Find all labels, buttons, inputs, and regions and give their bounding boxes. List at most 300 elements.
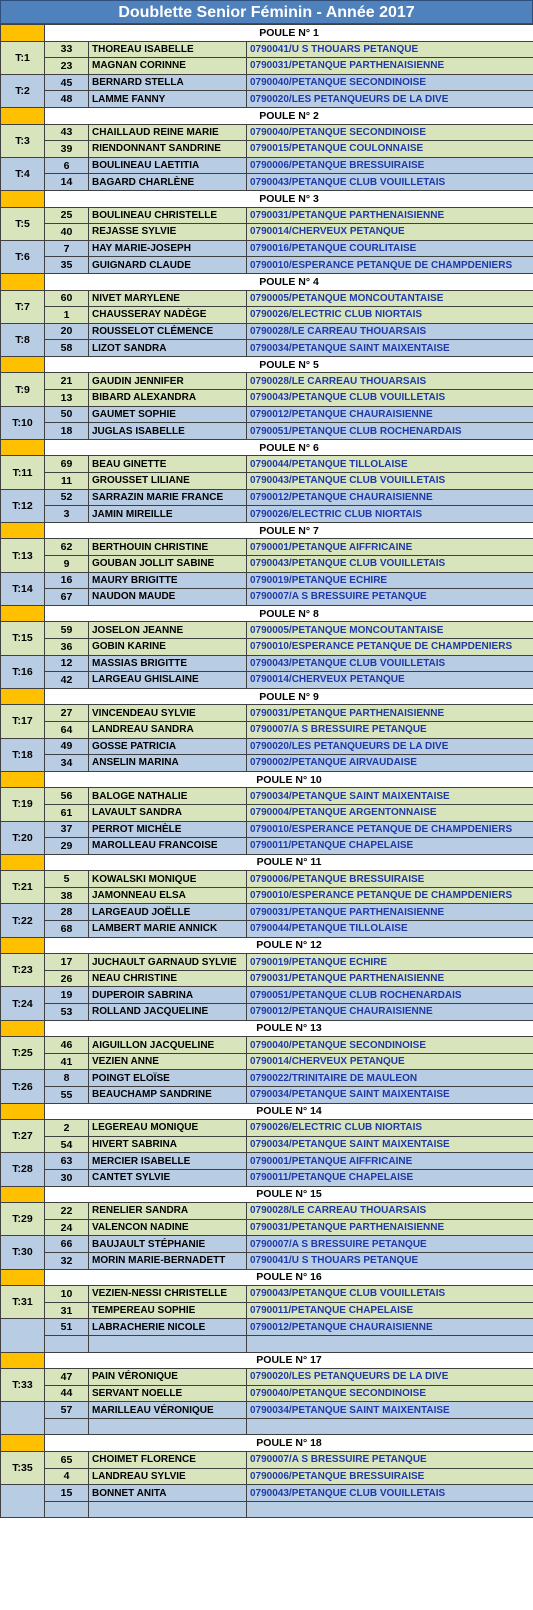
player-name-cell[interactable]: HIVERT SABRINA <box>89 1136 247 1153</box>
player-name-cell[interactable]: NEAU CHRISTINE <box>89 970 247 987</box>
player-name-cell[interactable]: HAY MARIE-JOSEPH <box>89 240 247 257</box>
club-cell[interactable]: 0790012/PETANQUE CHAURAISIENNE <box>247 406 533 423</box>
club-cell[interactable]: 0790031/PETANQUE PARTHENAISIENNE <box>247 705 533 722</box>
team-cell[interactable]: T:15 <box>1 622 45 655</box>
poule-title-cell[interactable]: POULE N° 17 <box>45 1352 533 1369</box>
club-cell[interactable]: 0790014/CHERVEUX PETANQUE <box>247 672 533 689</box>
player-number-cell[interactable]: 3 <box>45 506 89 523</box>
player-name-cell[interactable]: CHOIMET FLORENCE <box>89 1452 247 1469</box>
poule-title-cell[interactable]: POULE N° 6 <box>45 439 533 456</box>
player-name-cell[interactable]: JOSELON JEANNE <box>89 622 247 639</box>
club-cell[interactable]: 0790044/PETANQUE TILLOLAISE <box>247 456 533 473</box>
player-name-cell[interactable]: MAROLLEAU FRANCOISE <box>89 838 247 855</box>
player-name-cell[interactable]: LABRACHERIE NICOLE <box>89 1319 247 1336</box>
player-number-cell[interactable]: 55 <box>45 1087 89 1104</box>
player-number-cell[interactable]: 48 <box>45 91 89 108</box>
player-row <box>1 1252 533 1269</box>
club-cell[interactable]: 0790040/PETANQUE SECONDINOISE <box>247 1385 533 1402</box>
player-number-cell[interactable]: 34 <box>45 755 89 772</box>
poule-marker-cell[interactable] <box>1 1352 45 1369</box>
player-number-cell[interactable]: 9 <box>45 556 89 573</box>
player-number-cell[interactable]: 30 <box>45 1169 89 1186</box>
club-cell[interactable]: 0790026/ELECTRIC CLUB NIORTAIS <box>247 1120 533 1137</box>
poule-marker-cell[interactable] <box>1 854 45 871</box>
player-number-cell[interactable]: 41 <box>45 1053 89 1070</box>
team-cell[interactable]: T:4 <box>1 157 45 190</box>
player-number-cell[interactable] <box>45 1335 89 1352</box>
team-cell[interactable]: T:20 <box>1 821 45 854</box>
team-cell[interactable]: T:25 <box>1 1037 45 1070</box>
player-name-cell[interactable] <box>89 1501 247 1518</box>
player-name-cell[interactable]: ROLLAND JACQUELINE <box>89 1004 247 1021</box>
player-number-cell[interactable]: 5 <box>45 871 89 888</box>
player-number-cell[interactable]: 64 <box>45 721 89 738</box>
poule-title-cell[interactable]: POULE N° 14 <box>45 1103 533 1120</box>
poule-marker-cell[interactable] <box>1 771 45 788</box>
club-cell[interactable]: 0790006/PETANQUE BRESSUIRAISE <box>247 157 533 174</box>
club-cell[interactable]: 0790026/ELECTRIC CLUB NIORTAIS <box>247 307 533 324</box>
club-cell[interactable]: 0790016/PETANQUE COURLITAISE <box>247 240 533 257</box>
poule-marker-cell[interactable] <box>1 273 45 290</box>
poule-marker-cell[interactable] <box>1 1269 45 1286</box>
player-number-cell[interactable]: 15 <box>45 1485 89 1502</box>
player-number-cell[interactable]: 40 <box>45 224 89 241</box>
poule-header-row <box>1 1269 533 1286</box>
poule-marker-cell[interactable] <box>1 1103 45 1120</box>
poule-marker-cell[interactable] <box>1 439 45 456</box>
player-name-cell[interactable]: THOREAU ISABELLE <box>89 41 247 58</box>
club-cell[interactable]: 0790007/A S BRESSUIRE PETANQUE <box>247 1452 533 1469</box>
player-number-cell[interactable]: 1 <box>45 307 89 324</box>
poule-marker-cell[interactable] <box>1 1435 45 1452</box>
player-number-cell[interactable]: 53 <box>45 1004 89 1021</box>
club-cell[interactable]: 0790031/PETANQUE PARTHENAISIENNE <box>247 904 533 921</box>
club-cell[interactable]: 0790031/PETANQUE PARTHENAISIENNE <box>247 1219 533 1236</box>
player-number-cell[interactable]: 54 <box>45 1136 89 1153</box>
club-cell[interactable]: 0790040/PETANQUE SECONDINOISE <box>247 124 533 141</box>
player-name-cell[interactable]: BERTHOUIN CHRISTINE <box>89 539 247 556</box>
poule-title-cell[interactable]: POULE N° 15 <box>45 1186 533 1203</box>
player-name-cell[interactable]: REJASSE SYLVIE <box>89 224 247 241</box>
player-name-cell[interactable]: TEMPEREAU SOPHIE <box>89 1302 247 1319</box>
player-name-cell[interactable]: JAMONNEAU ELSA <box>89 887 247 904</box>
poule-marker-cell[interactable] <box>1 1020 45 1037</box>
player-name-cell[interactable]: MAGNAN CORINNE <box>89 58 247 75</box>
player-number-cell[interactable]: 63 <box>45 1153 89 1170</box>
player-name-cell[interactable]: LARGEAU GHISLAINE <box>89 672 247 689</box>
player-number-cell[interactable]: 56 <box>45 788 89 805</box>
club-cell[interactable]: 0790005/PETANQUE MONCOUTANTAISE <box>247 622 533 639</box>
club-cell[interactable]: 0790043/PETANQUE CLUB VOUILLETAIS <box>247 390 533 407</box>
player-number-cell[interactable]: 58 <box>45 340 89 357</box>
team-cell[interactable]: T:2 <box>1 74 45 107</box>
player-number-cell[interactable]: 20 <box>45 323 89 340</box>
player-name-cell[interactable]: CHAUSSERAY NADÈGE <box>89 307 247 324</box>
club-cell[interactable]: 0790028/LE CARREAU THOUARSAIS <box>247 1203 533 1220</box>
poule-marker-cell[interactable] <box>1 356 45 373</box>
club-cell[interactable] <box>247 1501 533 1518</box>
poule-header-row <box>1 1103 533 1120</box>
player-number-cell[interactable]: 61 <box>45 804 89 821</box>
player-number-cell[interactable]: 47 <box>45 1369 89 1386</box>
poule-title-cell[interactable]: POULE N° 11 <box>45 854 533 871</box>
team-cell[interactable]: T:27 <box>1 1120 45 1153</box>
club-cell[interactable]: 0790020/LES PETANQUEURS DE LA DIVE <box>247 91 533 108</box>
player-number-cell[interactable]: 32 <box>45 1252 89 1269</box>
player-name-cell[interactable]: ROUSSELOT CLÉMENCE <box>89 323 247 340</box>
club-cell[interactable]: 0790020/LES PETANQUEURS DE LA DIVE <box>247 1369 533 1386</box>
player-name-cell[interactable]: ANSELIN MARINA <box>89 755 247 772</box>
player-number-cell[interactable]: 6 <box>45 157 89 174</box>
player-name-cell[interactable]: CANTET SYLVIE <box>89 1169 247 1186</box>
player-number-cell[interactable]: 22 <box>45 1203 89 1220</box>
club-cell[interactable]: 0790020/LES PETANQUEURS DE LA DIVE <box>247 738 533 755</box>
team-cell[interactable]: T:17 <box>1 705 45 738</box>
player-name-cell[interactable]: SARRAZIN MARIE FRANCE <box>89 489 247 506</box>
player-number-cell[interactable]: 42 <box>45 672 89 689</box>
club-cell[interactable]: 0790040/PETANQUE SECONDINOISE <box>247 74 533 91</box>
player-number-cell[interactable]: 60 <box>45 290 89 307</box>
player-number-cell[interactable]: 26 <box>45 970 89 987</box>
player-name-cell[interactable]: BALOGE NATHALIE <box>89 788 247 805</box>
club-cell[interactable]: 0790028/LE CARREAU THOUARSAIS <box>247 323 533 340</box>
club-cell[interactable]: 0790034/PETANQUE SAINT MAIXENTAISE <box>247 1136 533 1153</box>
team-cell[interactable]: T:30 <box>1 1236 45 1269</box>
player-name-cell[interactable]: LAVAULT SANDRA <box>89 804 247 821</box>
poule-title-cell[interactable]: POULE N° 18 <box>45 1435 533 1452</box>
player-row <box>1 539 533 556</box>
club-cell[interactable]: 0790034/PETANQUE SAINT MAIXENTAISE <box>247 340 533 357</box>
team-cell[interactable]: T:35 <box>1 1452 45 1485</box>
player-name-cell[interactable]: BERNARD STELLA <box>89 74 247 91</box>
poule-title-cell[interactable]: POULE N° 9 <box>45 688 533 705</box>
player-number-cell[interactable]: 27 <box>45 705 89 722</box>
player-name-cell[interactable]: MASSIAS BRIGITTE <box>89 655 247 672</box>
poule-marker-cell[interactable] <box>1 605 45 622</box>
player-name-cell[interactable]: LANDREAU SANDRA <box>89 721 247 738</box>
poule-marker-cell[interactable] <box>1 688 45 705</box>
club-cell[interactable]: 0790007/A S BRESSUIRE PETANQUE <box>247 721 533 738</box>
club-cell[interactable]: 0790001/PETANQUE AIFFRICAINE <box>247 539 533 556</box>
player-name-cell[interactable]: GOUBAN JOLLIT SABINE <box>89 556 247 573</box>
poule-marker-cell[interactable] <box>1 107 45 124</box>
player-number-cell[interactable]: 35 <box>45 257 89 274</box>
club-cell[interactable]: 0790014/CHERVEUX PETANQUE <box>247 1053 533 1070</box>
club-cell[interactable]: 0790012/PETANQUE CHAURAISIENNE <box>247 1004 533 1021</box>
player-name-cell[interactable]: PAIN VÉRONIQUE <box>89 1369 247 1386</box>
poule-marker-cell[interactable] <box>1 190 45 207</box>
club-cell[interactable]: 0790043/PETANQUE CLUB VOUILLETAIS <box>247 556 533 573</box>
club-cell[interactable]: 0790019/PETANQUE ECHIRE <box>247 572 533 589</box>
player-name-cell[interactable]: AIGUILLON JACQUELINE <box>89 1037 247 1054</box>
player-name-cell[interactable]: VALENCON NADINE <box>89 1219 247 1236</box>
player-number-cell[interactable]: 38 <box>45 887 89 904</box>
player-name-cell[interactable]: VINCENDEAU SYLVIE <box>89 705 247 722</box>
player-number-cell[interactable]: 25 <box>45 207 89 224</box>
club-cell[interactable]: 0790010/ESPERANCE PETANQUE DE CHAMPDENIERS <box>247 887 533 904</box>
player-number-cell[interactable]: 62 <box>45 539 89 556</box>
poule-marker-cell[interactable] <box>1 1186 45 1203</box>
player-row <box>1 755 533 772</box>
player-number-cell[interactable]: 17 <box>45 954 89 971</box>
player-name-cell[interactable]: VEZIEN ANNE <box>89 1053 247 1070</box>
player-name-cell[interactable] <box>89 1335 247 1352</box>
club-cell[interactable]: 0790041/U S THOUARS PETANQUE <box>247 41 533 58</box>
player-number-cell[interactable]: 49 <box>45 738 89 755</box>
poule-title-cell[interactable]: POULE N° 13 <box>45 1020 533 1037</box>
player-name-cell[interactable]: CHAILLAUD REINE MARIE <box>89 124 247 141</box>
player-name-cell[interactable]: RIENDONNANT SANDRINE <box>89 141 247 158</box>
player-name-cell[interactable]: LAMBERT MARIE ANNICK <box>89 921 247 938</box>
player-name-cell[interactable]: RENELIER SANDRA <box>89 1203 247 1220</box>
player-number-cell[interactable] <box>45 1418 89 1435</box>
team-cell[interactable]: T:6 <box>1 240 45 273</box>
poule-table <box>0 24 533 1518</box>
club-cell[interactable]: 0790044/PETANQUE TILLOLAISE <box>247 921 533 938</box>
poule-title-cell[interactable]: POULE N° 7 <box>45 522 533 539</box>
player-name-cell[interactable]: GAUDIN JENNIFER <box>89 373 247 390</box>
poule-marker-cell[interactable] <box>1 25 45 42</box>
club-cell[interactable]: 0790002/PETANQUE AIRVAUDAISE <box>247 755 533 772</box>
club-cell[interactable]: 0790006/PETANQUE BRESSUIRAISE <box>247 1468 533 1485</box>
poule-title-cell[interactable]: POULE N° 12 <box>45 937 533 954</box>
club-cell[interactable]: 0790010/ESPERANCE PETANQUE DE CHAMPDENIERS <box>247 821 533 838</box>
team-cell[interactable]: T:33 <box>1 1369 45 1402</box>
player-number-cell[interactable]: 24 <box>45 1219 89 1236</box>
player-number-cell[interactable]: 39 <box>45 141 89 158</box>
team-cell[interactable]: T:19 <box>1 788 45 821</box>
club-cell[interactable]: 0790034/PETANQUE SAINT MAIXENTAISE <box>247 1087 533 1104</box>
team-cell[interactable]: T:11 <box>1 456 45 489</box>
poule-title-cell[interactable]: POULE N° 3 <box>45 190 533 207</box>
player-name-cell[interactable]: JUCHAULT GARNAUD SYLVIE <box>89 954 247 971</box>
player-number-cell[interactable]: 65 <box>45 1452 89 1469</box>
poule-marker-cell[interactable] <box>1 937 45 954</box>
player-name-cell[interactable]: LAMME FANNY <box>89 91 247 108</box>
player-row <box>1 406 533 423</box>
club-cell[interactable]: 0790034/PETANQUE SAINT MAIXENTAISE <box>247 1402 533 1419</box>
club-cell[interactable]: 0790051/PETANQUE CLUB ROCHENARDAIS <box>247 987 533 1004</box>
poule-title-cell[interactable]: POULE N° 16 <box>45 1269 533 1286</box>
player-number-cell[interactable]: 50 <box>45 406 89 423</box>
poule-title-cell[interactable]: POULE N° 10 <box>45 771 533 788</box>
club-cell[interactable]: 0790012/PETANQUE CHAURAISIENNE <box>247 489 533 506</box>
player-name-cell[interactable]: DUPEROIR SABRINA <box>89 987 247 1004</box>
player-name-cell[interactable]: MORIN MARIE-BERNADETT <box>89 1252 247 1269</box>
poule-header-row <box>1 107 533 124</box>
poule-title-cell[interactable]: POULE N° 8 <box>45 605 533 622</box>
player-number-cell[interactable]: 29 <box>45 838 89 855</box>
team-cell[interactable]: T:29 <box>1 1203 45 1236</box>
team-cell[interactable]: T:18 <box>1 738 45 771</box>
club-cell[interactable]: 0790041/U S THOUARS PETANQUE <box>247 1252 533 1269</box>
club-cell[interactable]: 0790004/PETANQUE ARGENTONNAISE <box>247 804 533 821</box>
club-cell[interactable]: 0790040/PETANQUE SECONDINOISE <box>247 1037 533 1054</box>
player-number-cell[interactable]: 57 <box>45 1402 89 1419</box>
club-cell[interactable]: 0790031/PETANQUE PARTHENAISIENNE <box>247 58 533 75</box>
team-cell[interactable] <box>1 1485 45 1518</box>
player-name-cell[interactable]: MAURY BRIGITTE <box>89 572 247 589</box>
team-cell[interactable]: T:13 <box>1 539 45 572</box>
team-cell[interactable]: T:3 <box>1 124 45 157</box>
player-name-cell[interactable]: BEAUCHAMP SANDRINE <box>89 1087 247 1104</box>
player-name-cell[interactable]: GAUMET SOPHIE <box>89 406 247 423</box>
club-cell[interactable]: 0790015/PETANQUE COULONNAISE <box>247 141 533 158</box>
player-number-cell[interactable]: 67 <box>45 589 89 606</box>
team-cell[interactable]: T:9 <box>1 373 45 406</box>
team-cell[interactable]: T:28 <box>1 1153 45 1186</box>
player-name-cell[interactable]: SERVANT NOELLE <box>89 1385 247 1402</box>
club-cell[interactable]: 0790010/ESPERANCE PETANQUE DE CHAMPDENIERS <box>247 257 533 274</box>
player-name-cell[interactable]: MARILLEAU VÉRONIQUE <box>89 1402 247 1419</box>
player-name-cell[interactable]: BAUJAULT STÉPHANIE <box>89 1236 247 1253</box>
player-name-cell[interactable] <box>89 1418 247 1435</box>
player-name-cell[interactable]: LIZOT SANDRA <box>89 340 247 357</box>
player-number-cell[interactable]: 66 <box>45 1236 89 1253</box>
club-cell[interactable]: 0790028/LE CARREAU THOUARSAIS <box>247 373 533 390</box>
player-name-cell[interactable]: GROUSSET LILIANE <box>89 473 247 490</box>
player-name-cell[interactable]: PERROT MICHÈLE <box>89 821 247 838</box>
poule-title-cell[interactable]: POULE N° 1 <box>45 25 533 42</box>
player-name-cell[interactable]: LANDREAU SYLVIE <box>89 1468 247 1485</box>
player-number-cell[interactable]: 11 <box>45 473 89 490</box>
team-cell[interactable] <box>1 1319 45 1352</box>
club-cell[interactable]: 0790011/PETANQUE CHAPELAISE <box>247 1169 533 1186</box>
player-number-cell[interactable]: 16 <box>45 572 89 589</box>
player-row <box>1 74 533 91</box>
club-cell[interactable]: 0790043/PETANQUE CLUB VOUILLETAIS <box>247 1286 533 1303</box>
player-number-cell[interactable]: 8 <box>45 1070 89 1087</box>
player-number-cell[interactable]: 69 <box>45 456 89 473</box>
club-cell[interactable]: 0790043/PETANQUE CLUB VOUILLETAIS <box>247 174 533 191</box>
player-name-cell[interactable]: BOULINEAU CHRISTELLE <box>89 207 247 224</box>
player-number-cell[interactable]: 44 <box>45 1385 89 1402</box>
club-cell[interactable]: 0790011/PETANQUE CHAPELAISE <box>247 1302 533 1319</box>
team-cell[interactable]: T:21 <box>1 871 45 904</box>
player-row <box>1 1136 533 1153</box>
player-number-cell[interactable]: 68 <box>45 921 89 938</box>
club-cell[interactable]: 0790031/PETANQUE PARTHENAISIENNE <box>247 207 533 224</box>
player-name-cell[interactable]: JUGLAS ISABELLE <box>89 423 247 440</box>
club-cell[interactable]: 0790011/PETANQUE CHAPELAISE <box>247 838 533 855</box>
player-number-cell[interactable]: 21 <box>45 373 89 390</box>
player-number-cell[interactable]: 43 <box>45 124 89 141</box>
player-name-cell[interactable]: BONNET ANITA <box>89 1485 247 1502</box>
poule-title-cell[interactable]: POULE N° 5 <box>45 356 533 373</box>
team-cell[interactable]: T:16 <box>1 655 45 688</box>
team-cell[interactable]: T:26 <box>1 1070 45 1103</box>
poule-marker-cell[interactable] <box>1 522 45 539</box>
club-cell[interactable]: 0790007/A S BRESSUIRE PETANQUE <box>247 589 533 606</box>
player-row <box>1 921 533 938</box>
team-cell[interactable]: T:22 <box>1 904 45 937</box>
club-cell[interactable] <box>247 1335 533 1352</box>
club-cell[interactable]: 0790005/PETANQUE MONCOUTANTAISE <box>247 290 533 307</box>
player-name-cell[interactable]: JAMIN MIREILLE <box>89 506 247 523</box>
poule-title-cell[interactable]: POULE N° 2 <box>45 107 533 124</box>
player-name-cell[interactable]: MERCIER ISABELLE <box>89 1153 247 1170</box>
club-cell[interactable]: 0790026/ELECTRIC CLUB NIORTAIS <box>247 506 533 523</box>
club-cell[interactable]: 0790012/PETANQUE CHAURAISIENNE <box>247 1319 533 1336</box>
player-row <box>1 1203 533 1220</box>
club-cell[interactable]: 0790043/PETANQUE CLUB VOUILLETAIS <box>247 1485 533 1502</box>
team-cell[interactable]: T:24 <box>1 987 45 1020</box>
player-name-cell[interactable]: GUIGNARD CLAUDE <box>89 257 247 274</box>
player-number-cell[interactable]: 7 <box>45 240 89 257</box>
player-number-cell[interactable]: 51 <box>45 1319 89 1336</box>
player-name-cell[interactable]: POINGT ELOÏSE <box>89 1070 247 1087</box>
player-number-cell[interactable]: 13 <box>45 390 89 407</box>
player-name-cell[interactable]: BIBARD ALEXANDRA <box>89 390 247 407</box>
player-name-cell[interactable]: GOSSE PATRICIA <box>89 738 247 755</box>
player-number-cell[interactable]: 2 <box>45 1120 89 1137</box>
player-name-cell[interactable]: GOBIN KARINE <box>89 638 247 655</box>
club-cell[interactable]: 0790006/PETANQUE BRESSUIRAISE <box>247 871 533 888</box>
team-cell[interactable]: T:5 <box>1 207 45 240</box>
player-name-cell[interactable]: NIVET MARYLENE <box>89 290 247 307</box>
player-number-cell[interactable]: 45 <box>45 74 89 91</box>
player-name-cell[interactable]: LARGEAUD JOËLLE <box>89 904 247 921</box>
team-cell[interactable]: T:10 <box>1 406 45 439</box>
team-cell[interactable]: T:7 <box>1 290 45 323</box>
club-cell[interactable]: 0790022/TRINITAIRE DE MAULEON <box>247 1070 533 1087</box>
player-number-cell[interactable]: 46 <box>45 1037 89 1054</box>
player-number-cell[interactable]: 18 <box>45 423 89 440</box>
player-name-cell[interactable]: LEGEREAU MONIQUE <box>89 1120 247 1137</box>
club-cell[interactable]: 0790043/PETANQUE CLUB VOUILLETAIS <box>247 473 533 490</box>
player-name-cell[interactable]: KOWALSKI MONIQUE <box>89 871 247 888</box>
player-name-cell[interactable]: NAUDON MAUDE <box>89 589 247 606</box>
club-cell[interactable]: 0790014/CHERVEUX PETANQUE <box>247 224 533 241</box>
player-number-cell[interactable]: 19 <box>45 987 89 1004</box>
poule-title-cell[interactable]: POULE N° 4 <box>45 273 533 290</box>
club-cell[interactable]: 0790043/PETANQUE CLUB VOUILLETAIS <box>247 655 533 672</box>
team-cell[interactable]: T:1 <box>1 41 45 74</box>
club-cell[interactable]: 0790019/PETANQUE ECHIRE <box>247 954 533 971</box>
team-cell[interactable]: T:8 <box>1 323 45 356</box>
player-number-cell[interactable]: 52 <box>45 489 89 506</box>
team-cell[interactable]: T:14 <box>1 572 45 605</box>
player-number-cell[interactable] <box>45 1501 89 1518</box>
player-name-cell[interactable]: BOULINEAU LAETITIA <box>89 157 247 174</box>
player-number-cell[interactable]: 59 <box>45 622 89 639</box>
player-number-cell[interactable]: 10 <box>45 1286 89 1303</box>
club-cell[interactable]: 0790051/PETANQUE CLUB ROCHENARDAIS <box>247 423 533 440</box>
player-number-cell[interactable]: 36 <box>45 638 89 655</box>
club-cell[interactable]: 0790001/PETANQUE AIFFRICAINE <box>247 1153 533 1170</box>
player-number-cell[interactable]: 33 <box>45 41 89 58</box>
club-cell[interactable]: 0790034/PETANQUE SAINT MAIXENTAISE <box>247 788 533 805</box>
club-cell[interactable]: 0790031/PETANQUE PARTHENAISIENNE <box>247 970 533 987</box>
club-cell[interactable] <box>247 1418 533 1435</box>
player-number-cell[interactable]: 12 <box>45 655 89 672</box>
club-cell[interactable]: 0790007/A S BRESSUIRE PETANQUE <box>247 1236 533 1253</box>
team-cell[interactable]: T:31 <box>1 1286 45 1319</box>
player-number-cell[interactable]: 37 <box>45 821 89 838</box>
player-number-cell[interactable]: 28 <box>45 904 89 921</box>
team-cell[interactable] <box>1 1402 45 1435</box>
player-name-cell[interactable]: BEAU GINETTE <box>89 456 247 473</box>
player-name-cell[interactable]: BAGARD CHARLÈNE <box>89 174 247 191</box>
player-number-cell[interactable]: 14 <box>45 174 89 191</box>
team-cell[interactable]: T:23 <box>1 954 45 987</box>
team-cell[interactable]: T:12 <box>1 489 45 522</box>
player-number-cell[interactable]: 31 <box>45 1302 89 1319</box>
player-number-cell[interactable]: 23 <box>45 58 89 75</box>
club-cell[interactable]: 0790010/ESPERANCE PETANQUE DE CHAMPDENIERS <box>247 638 533 655</box>
player-name-cell[interactable]: VEZIEN-NESSI CHRISTELLE <box>89 1286 247 1303</box>
player-number-cell[interactable]: 4 <box>45 1468 89 1485</box>
